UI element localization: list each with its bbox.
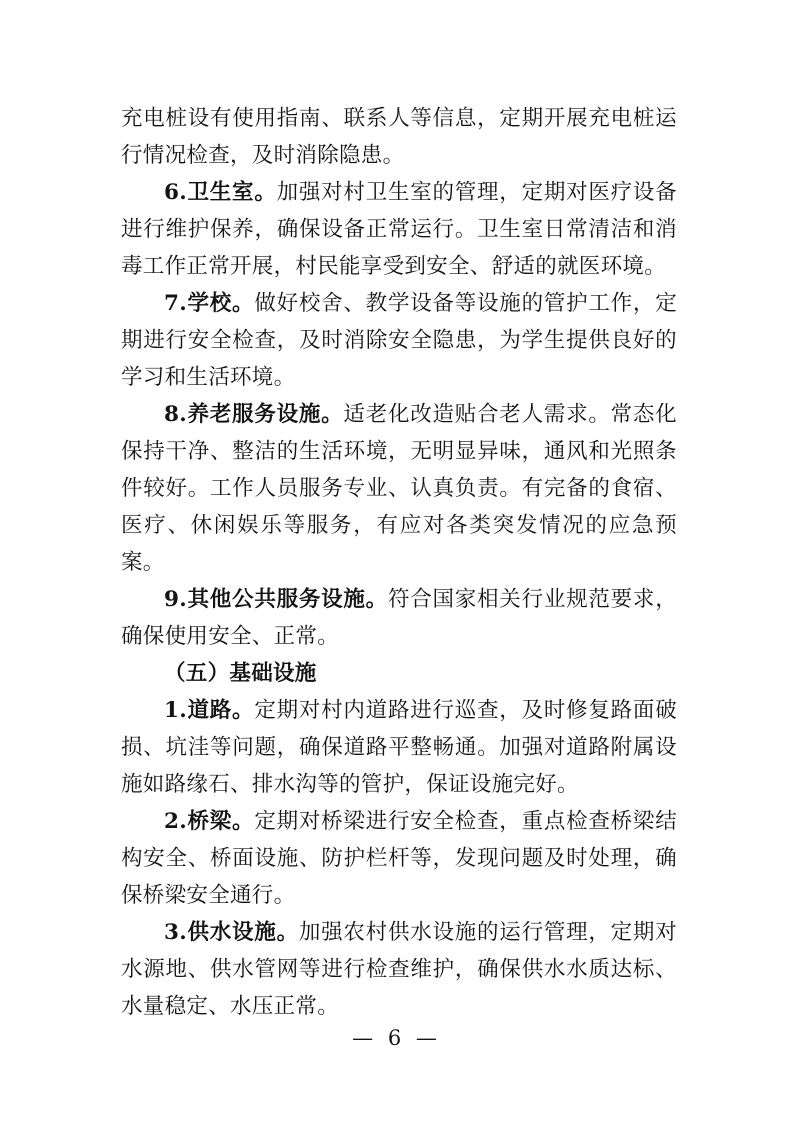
item-heading-clinic: 6.卫生室。: [164, 180, 277, 205]
item-heading-water-supply: 3.供水设施。: [164, 920, 299, 945]
paragraph-text: 加强对村卫生室的管理，定期对医疗设备进行维护保养，确保设备正常运行。卫生室日常清洁和消毒工作正常开展，村民能享受到安全、舒适的就医环境。: [121, 180, 678, 279]
paragraph-charging-pile-continued: [121, 100, 677, 174]
item-heading-elderly-care: 8.养老服务设施。: [164, 402, 344, 427]
paragraph-text: 做好校舍、教学设备等设施的管护工作，定期进行安全检查，及时消除安全隐患，为学生提供良好的学习和生活环境。: [121, 291, 677, 390]
page-body: [121, 100, 677, 1025]
paragraph-other-services: [121, 581, 677, 655]
item-heading-school: 7.学校。: [164, 291, 255, 316]
paragraph-text: 定期对村内道路进行巡查，及时修复路面破损、坑洼等问题，确保道路平整畅通。加强对道路附属设施如路缘石、排水沟等的管护，保证设施完好。: [121, 698, 677, 797]
paragraph-clinic: [121, 174, 677, 285]
paragraph-text: 定期对桥梁进行安全检查，重点检查桥梁结构安全、桥面设施、防护栏杆等，发现问题及时处理，确保桥梁安全通行。: [121, 809, 677, 908]
paragraph-bridges: [121, 803, 677, 914]
paragraph-text: 符合国家相关行业规范要求，确保使用安全、正常。: [121, 587, 677, 649]
section-heading-infrastructure: （五）基础设施: [164, 661, 317, 686]
item-heading-roads: 1.道路。: [164, 698, 255, 723]
item-heading-bridges: 2.桥梁。: [164, 809, 255, 834]
paragraph-roads: [121, 692, 677, 803]
paragraph-elderly-care: [121, 396, 677, 581]
paragraph-school: [121, 285, 677, 396]
paragraph-text: 充电桩设有使用指南、联系人等信息，定期开展充电桩运行情况检查，及时消除隐患。: [121, 106, 677, 168]
paragraph-text: 加强农村供水设施的运行管理，定期对水源地、供水管网等进行检查维护，确保供水水质达标、水量稳定、水压正常。: [121, 920, 677, 1019]
page-number: — 6 —: [352, 1026, 441, 1050]
paragraph-text: 适老化改造贴合老人需求。常态化保持干净、整洁的生活环境，无明显异味，通风和光照条件较好。工作人员服务专业、认真负责。有完备的食宿、医疗、休闲娱乐等服务，有应对各类突发情况的应急预案。: [121, 402, 677, 575]
paragraph-water-supply: [121, 914, 677, 1025]
item-heading-other-services: 9.其他公共服务设施。: [164, 587, 388, 612]
